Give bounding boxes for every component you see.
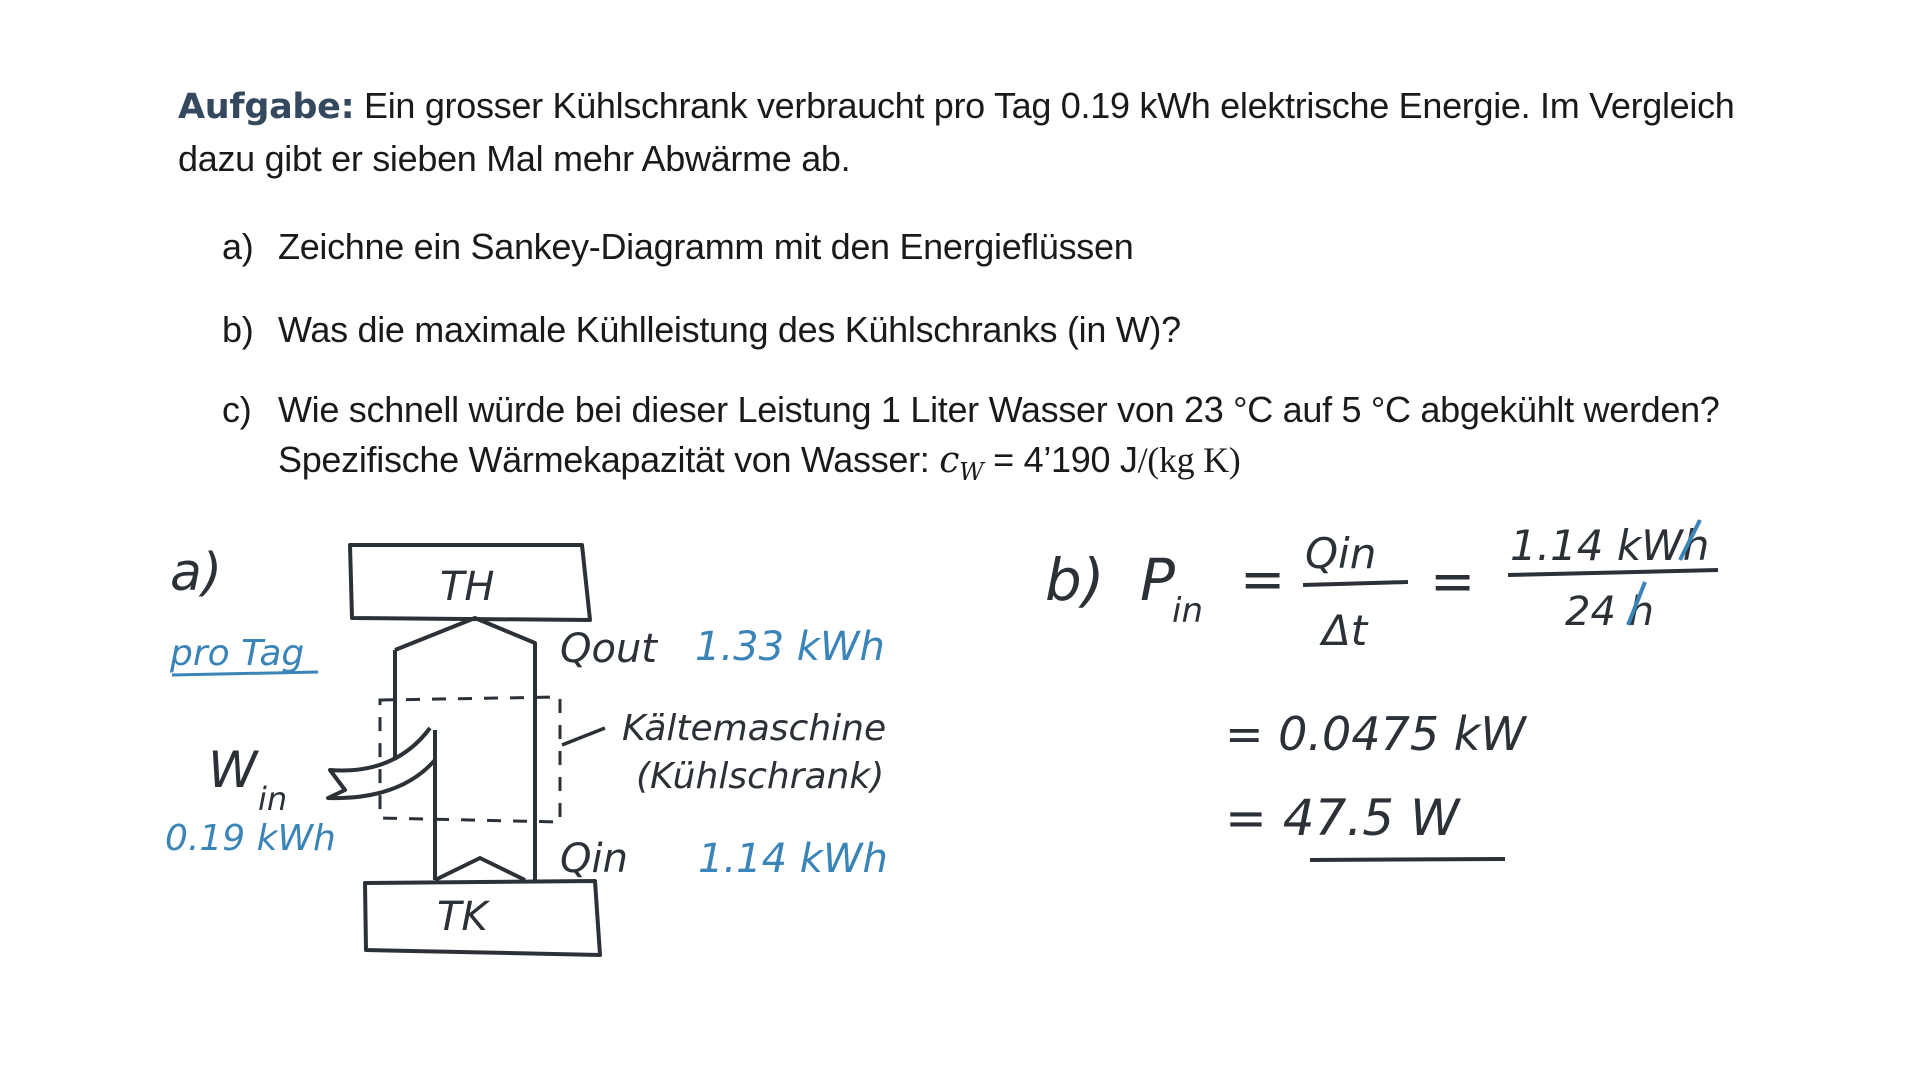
part-a-blue-ink xyxy=(165,624,888,882)
fraction-1-bar xyxy=(1303,582,1408,585)
subtask-letter: b) xyxy=(222,309,254,350)
q-out-value: 1.33 kWh xyxy=(695,624,885,670)
p-subscript: in xyxy=(1172,591,1203,631)
machine-pointer xyxy=(562,728,605,745)
task-label: Aufgabe: xyxy=(178,87,355,127)
fraction-2-denominator: 24 h xyxy=(1565,589,1654,635)
symbol-subscript: W xyxy=(959,458,984,487)
fraction-1-denominator: Δt xyxy=(1322,606,1368,655)
q-in-flow xyxy=(435,730,525,880)
machine-label-1: Kältemaschine xyxy=(622,708,887,749)
q-in-value: 1.14 kWh xyxy=(698,836,888,882)
machine-label-2: (Kühlschrank) xyxy=(636,756,885,797)
subtask-text: Wie schnell würde bei dieser Leistung 1 Liter Wasser von 23 °C auf 5 °C abgekühlt werden? xyxy=(278,389,1720,430)
part-b-dark-ink xyxy=(1045,521,1718,860)
q-out-label: Qout xyxy=(560,626,657,672)
part-a-label: a) xyxy=(170,543,223,603)
subtask-letter: c) xyxy=(222,389,252,430)
q-out-flow xyxy=(395,618,535,880)
fraction-2-bar xyxy=(1508,570,1718,575)
task-text-1: Ein grosser Kühlschrank verbraucht pro Tag 0.19 kWh elektrische Energie. Im Vergleich xyxy=(364,85,1735,126)
subtask-unit: /(kg K) xyxy=(1137,440,1241,480)
result-kw: = 0.0475 kW xyxy=(1225,707,1526,761)
equals-2: = xyxy=(1430,550,1476,613)
fraction-1-numerator: Qin xyxy=(1305,529,1377,578)
result-underline xyxy=(1310,859,1505,860)
subtask-letter: a) xyxy=(222,226,254,267)
task-text-2: dazu gibt er sieben Mal mehr Abwärme ab. xyxy=(178,138,851,179)
part-b-label: b) xyxy=(1045,546,1105,614)
subtask-text-mid: = 4’190 J xyxy=(983,439,1138,480)
subtask-text: Zeichne ein Sankey-Diagramm mit den Energieflüssen xyxy=(278,226,1134,267)
per-day-note: pro Tag xyxy=(170,633,305,674)
subtask-text: Was die maximale Kühlleistung des Kühlschranks (in W)? xyxy=(278,309,1181,350)
part-a-dark-ink xyxy=(170,543,886,955)
hot-reservoir-label: TH xyxy=(440,564,495,610)
w-in-flow xyxy=(328,728,435,798)
w-in-subscript: in xyxy=(258,780,288,818)
w-in-label: W xyxy=(208,741,258,799)
p-symbol: P xyxy=(1140,546,1175,614)
equals-1: = xyxy=(1240,548,1286,611)
subtask-text-pre: Spezifische Wärmekapazität von Wasser: xyxy=(278,439,940,480)
w-in-value: 0.19 kWh xyxy=(165,818,336,859)
cold-reservoir-label: TK xyxy=(437,894,488,940)
q-in-label: Qin xyxy=(560,836,628,882)
symbol-letter: c xyxy=(939,440,960,481)
fraction-2-numerator: 1.14 kWh xyxy=(1510,521,1710,570)
result-w: = 47.5 W xyxy=(1225,789,1460,847)
